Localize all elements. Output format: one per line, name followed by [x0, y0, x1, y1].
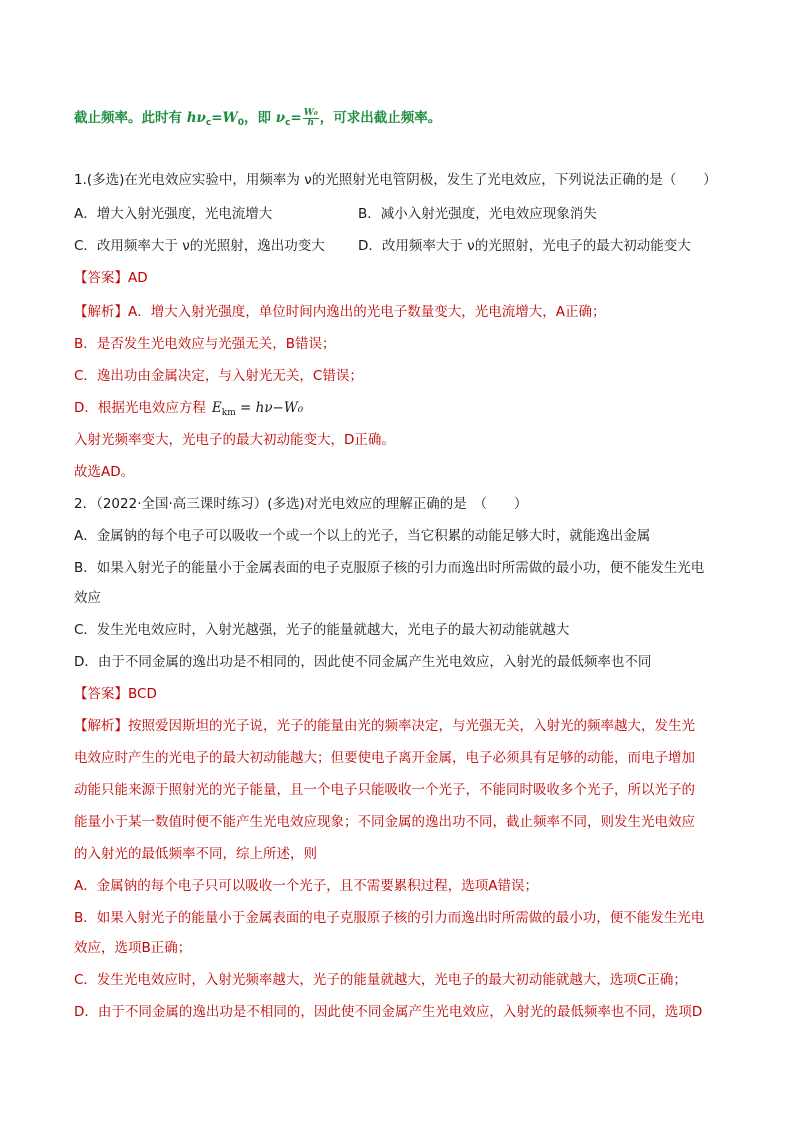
q1-equation: $E_{km} = h\nu-W_0$ [211, 400, 304, 418]
intro-sub-c: c [205, 118, 212, 128]
q1-option-b: B．减小入射光强度，光电效应现象消失 [358, 206, 597, 222]
q1-analysis-3: C．逸出功由金属决定，与入射光无关，C错误； [74, 368, 363, 384]
q2-analysis-1: 【解析】按照爱因斯坦的光子说，光子的能量由光的频率决定，与光强无关，入射光的频率越大，发生光 [74, 718, 695, 734]
q2-analysis-3: 动能只能来源于照射光的光子能量，且一个电子只能吸收一个光子，不能同时吸收多个光子，所以光子的 [74, 782, 695, 798]
q2-answer: 【答案】BCD [74, 686, 157, 702]
intro-line [74, 108, 734, 133]
q2-analysis-d: D．由于不同金属的逸出功是不相同的，因此使不同金属产生光电效应，入射光的最低频率也不同，选项D [74, 1004, 703, 1020]
q1-analysis-4: D．根据光电效应方程 [74, 400, 206, 416]
q2-analysis-a: A．金属钠的每个电子只可以吸收一个光子，且不需要累积过程，选项A错误； [74, 878, 538, 894]
intro-text-a: 截止频率。此时有 [74, 110, 187, 126]
q2-analysis-b-1: B．如果入射光子的能量小于金属表面的电子克服原子核的引力而逸出时所需做的最小功，便不能发生光电 [74, 910, 705, 926]
q2-analysis-4: 能量小于某一数值时便不能产生光电效应现象；不同金属的逸出功不同，截止频率不同，则发生光电效应 [74, 814, 695, 830]
q2-analysis-b-2: 效应，选项B正确； [74, 940, 192, 956]
intro-math-eq: = [290, 110, 302, 126]
intro-sub-c2: c [285, 118, 291, 128]
fraction-denominator: h [307, 117, 315, 128]
q2-analysis-5: 的入射光的最低频率不同，综上所述，则 [74, 846, 317, 862]
intro-text-c: ，可求出截止频率。 [319, 110, 442, 126]
q2-option-a: A．金属钠的每个电子可以吸收一个或一个以上的光子，当它积累的动能足够大时，就能逸出金属 [74, 528, 651, 544]
q1-options-row-1 [74, 204, 734, 224]
q1-analysis-1: 【解析】A．增大入射光强度，单位时间内逸出的光电子数量变大，光电流增大，A正确； [74, 304, 606, 320]
intro-sub-0: 0 [237, 118, 244, 128]
q2-option-b-2: 效应 [74, 590, 101, 606]
q1-answer: 【答案】AD [74, 270, 148, 286]
q1-option-d: D．改用频率大于 ν的光照射，光电子的最大初动能变大 [358, 238, 691, 254]
q2-stem: 2．（2022·全国·高三课时练习）(多选)对光电效应的理解正确的是 （ ） [74, 496, 528, 512]
q1-option-c: C．改用频率大于 ν的光照射，逸出功变大 [74, 238, 325, 254]
q1-analysis-5: 入射光频率变大，光电子的最大初动能变大，D正确。 [74, 432, 395, 448]
intro-math-hv: hν [186, 110, 206, 126]
q1-options-row-2 [74, 236, 734, 256]
q2-option-c: C．发生光电效应时，入射光越强，光子的能量就越大，光电子的最大初动能就越大 [74, 622, 570, 638]
q2-option-d: D．由于不同金属的逸出功是不相同的，因此使不同金属产生光电效应，入射光的最低频率也不同 [74, 654, 652, 670]
q1-stem: 1.(多选)在光电效应实验中，用频率为 ν的光照射光电管阴极，发生了光电效应，下列说法正确的是（ ） [74, 172, 717, 188]
intro-fraction [303, 109, 319, 128]
intro-math-v: ν [275, 110, 286, 126]
q2-analysis-c: C．发生光电效应时，入射光频率越大，光子的能量就越大，光电子的最大初动能就越大，选项C正确； [74, 972, 687, 988]
q1-conclusion: 故选AD。 [74, 464, 135, 480]
q2-analysis-2: 电效应时产生的光电子的最大初动能越大；但要使电子离开金属，电子必须具有足够的动能，而电子增加 [74, 750, 695, 766]
intro-math-eq-w: =W [211, 110, 238, 126]
fraction-numerator: W₀ [303, 107, 318, 118]
q2-option-b-1: B．如果入射光子的能量小于金属表面的电子克服原子核的引力而逸出时所需做的最小功，便不能发生光电 [74, 560, 705, 576]
q1-option-a: A．增大入射光强度，光电流增大 [74, 206, 273, 222]
q1-analysis-4-row [74, 398, 734, 423]
intro-text-b: ，即 [243, 110, 276, 126]
q1-analysis-2: B．是否发生光电效应与光强无关，B错误； [74, 336, 336, 352]
